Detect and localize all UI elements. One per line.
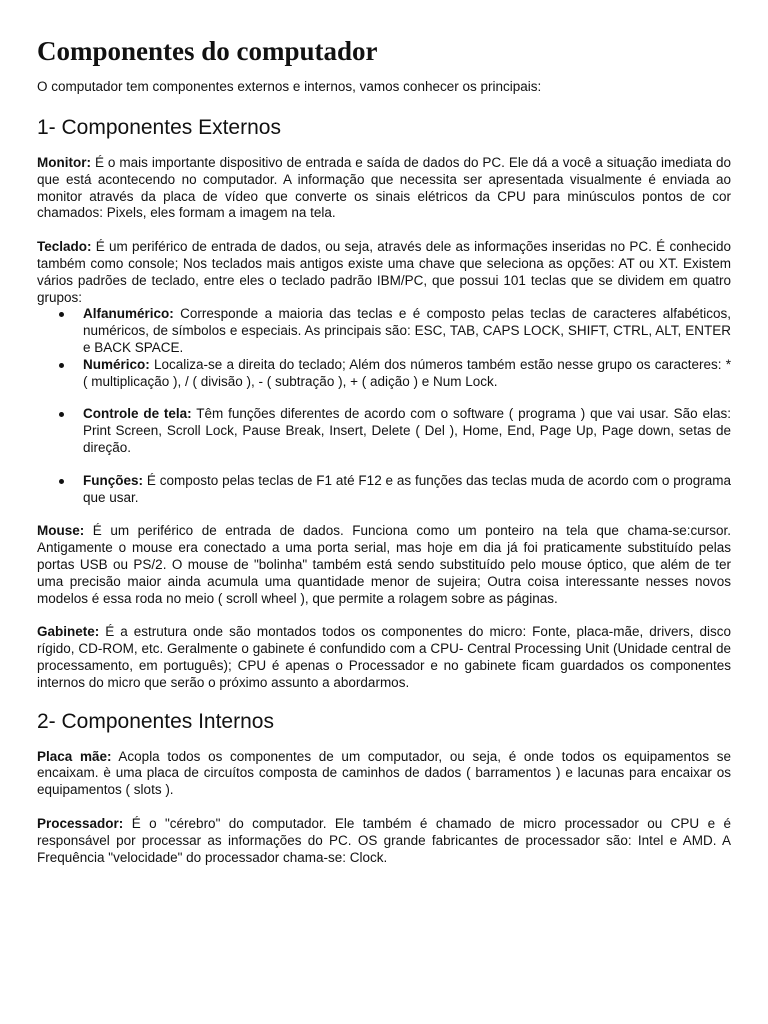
term-funcoes: Funções: bbox=[83, 472, 144, 488]
text-gabinete: É a estrutura onde são montados todos os componentes do micro: Fonte, placa-mãe, drivers, disco rígido, CD-ROM, etc. Geralmente o gabinete é confundido com a CPU- Central Processing Unit (Unidade central de processamento, em português); CPU é apenas o Processador e no gabinete ficam guardados os componentes internos do micro que serão o próximo assunto a abordarmos. bbox=[37, 624, 731, 690]
document-page bbox=[37, 34, 731, 883]
intro-paragraph: O computador tem componentes externos e internos, vamos conhecer os principais: bbox=[37, 79, 542, 94]
section-heading-internos: 2- Componentes Internos bbox=[37, 709, 274, 733]
text-mouse: É um periférico de entrada de dados. Funciona como um ponteiro na tela que chama-se:cursor. Antigamente o mouse era conectado a uma porta serial, mas hoje em dia já foi praticamente substituído pelas portas USB ou PS/2. O mouse de "bolinha" também está sendo substituído pelo mouse óptico, que além de ter uma precisão maior ainda acumula uma quantidade menor de sujeira; Outra coisa interessante nesses novos modelos é essa roda no meio ( scroll wheel ), que permite a rolagem sobre as páginas. bbox=[37, 523, 731, 606]
list-item-controle-de-tela bbox=[83, 406, 731, 456]
text-processador: É o "cérebro" do computador. Ele também é chamado de micro processador ou CPU e é responsável por processar as informações do PC. OS grande fabricantes de processador são: Intel e AMD. A Frequência "velocidade" do processador chama-se: Clock. bbox=[37, 815, 731, 865]
text-alfanumerico: Corresponde a maioria das teclas e é composto pelas teclas de caracteres alfabéticos, numéricos, de símbolos e especiais. As principais são: ESC, TAB, CAPS LOCK, SHIFT, CTRL, ALT, ENTER e BACK SPACE. bbox=[83, 306, 731, 355]
list-item-numerico bbox=[83, 357, 731, 391]
term-placa-mae: Placa mãe: bbox=[37, 748, 112, 764]
term-controle-de-tela: Controle de tela: bbox=[83, 406, 192, 422]
term-numerico: Numérico: bbox=[83, 356, 150, 372]
bullet-icon bbox=[59, 479, 64, 484]
term-teclado: Teclado: bbox=[37, 239, 92, 255]
paragraph-gabinete bbox=[37, 624, 731, 691]
term-alfanumerico: Alfanumérico: bbox=[83, 306, 174, 322]
page-title: Componentes do computador bbox=[37, 36, 378, 66]
bullet-icon bbox=[59, 363, 64, 368]
text-monitor: É o mais importante dispositivo de entrada e saída de dados do PC. Ele dá a você a situação imediata do que está acontecendo no computador. A informação que necessita ser apresentada visualmente é enviada ao monitor através da placa de vídeo que converte os sinais elétricos da CPU para minúsculos pontos de cor chamados: Pixels, eles formam a imagem na tela. bbox=[37, 155, 731, 221]
text-teclado: É um periférico de entrada de dados, ou seja, através dele as informações inseridas no PC. É conhecido também como console; Nos teclados mais antigos existe uma chave que seleciona as opções: AT ou XT. Existem vários padrões de teclado, entre eles o teclado padrão IBM/PC, que possui 101 teclas que se dividem em quatro grupos: bbox=[37, 239, 731, 305]
paragraph-placa-mae bbox=[37, 749, 731, 799]
keyboard-groups-list bbox=[37, 306, 731, 506]
paragraph-monitor bbox=[37, 155, 731, 222]
section-heading-externos: 1- Componentes Externos bbox=[37, 116, 281, 139]
bullet-icon bbox=[59, 412, 64, 417]
term-processador: Processador: bbox=[37, 815, 124, 831]
paragraph-mouse bbox=[37, 523, 731, 607]
term-mouse: Mouse: bbox=[37, 523, 85, 539]
text-controle-de-tela: Têm funções diferentes de acordo com o software ( programa ) que vai usar. São elas: Print Screen, Scroll Lock, Pause Break, Insert, Delete ( Del ), Home, End, Page Up, Page down, setas de direção. bbox=[83, 406, 731, 455]
term-monitor: Monitor: bbox=[37, 155, 91, 170]
paragraph-teclado bbox=[37, 239, 731, 306]
text-numerico: Localiza-se a direita do teclado; Além dos números também estão nesse grupo os caracteres: * ( multiplicação ), / ( divisão ), - ( subtração ), + ( adição ) e Num Lock. bbox=[83, 356, 731, 389]
text-funcoes: É composto pelas teclas de F1 até F12 e as funções das teclas muda de acordo com o programa que usar. bbox=[83, 472, 731, 505]
paragraph-processador bbox=[37, 816, 731, 866]
term-gabinete: Gabinete: bbox=[37, 624, 100, 640]
list-item-alfanumerico bbox=[83, 306, 731, 356]
list-item-funcoes bbox=[83, 473, 731, 507]
text-placa-mae: Acopla todos os componentes de um computador, ou seja, é onde todos os equipamentos se encaixam. è uma placa de circuítos composta de caminhos de dados ( barramentos ) e lacunas para encaixar os equipamentos ( slots ). bbox=[37, 748, 732, 798]
bullet-icon bbox=[59, 312, 64, 317]
